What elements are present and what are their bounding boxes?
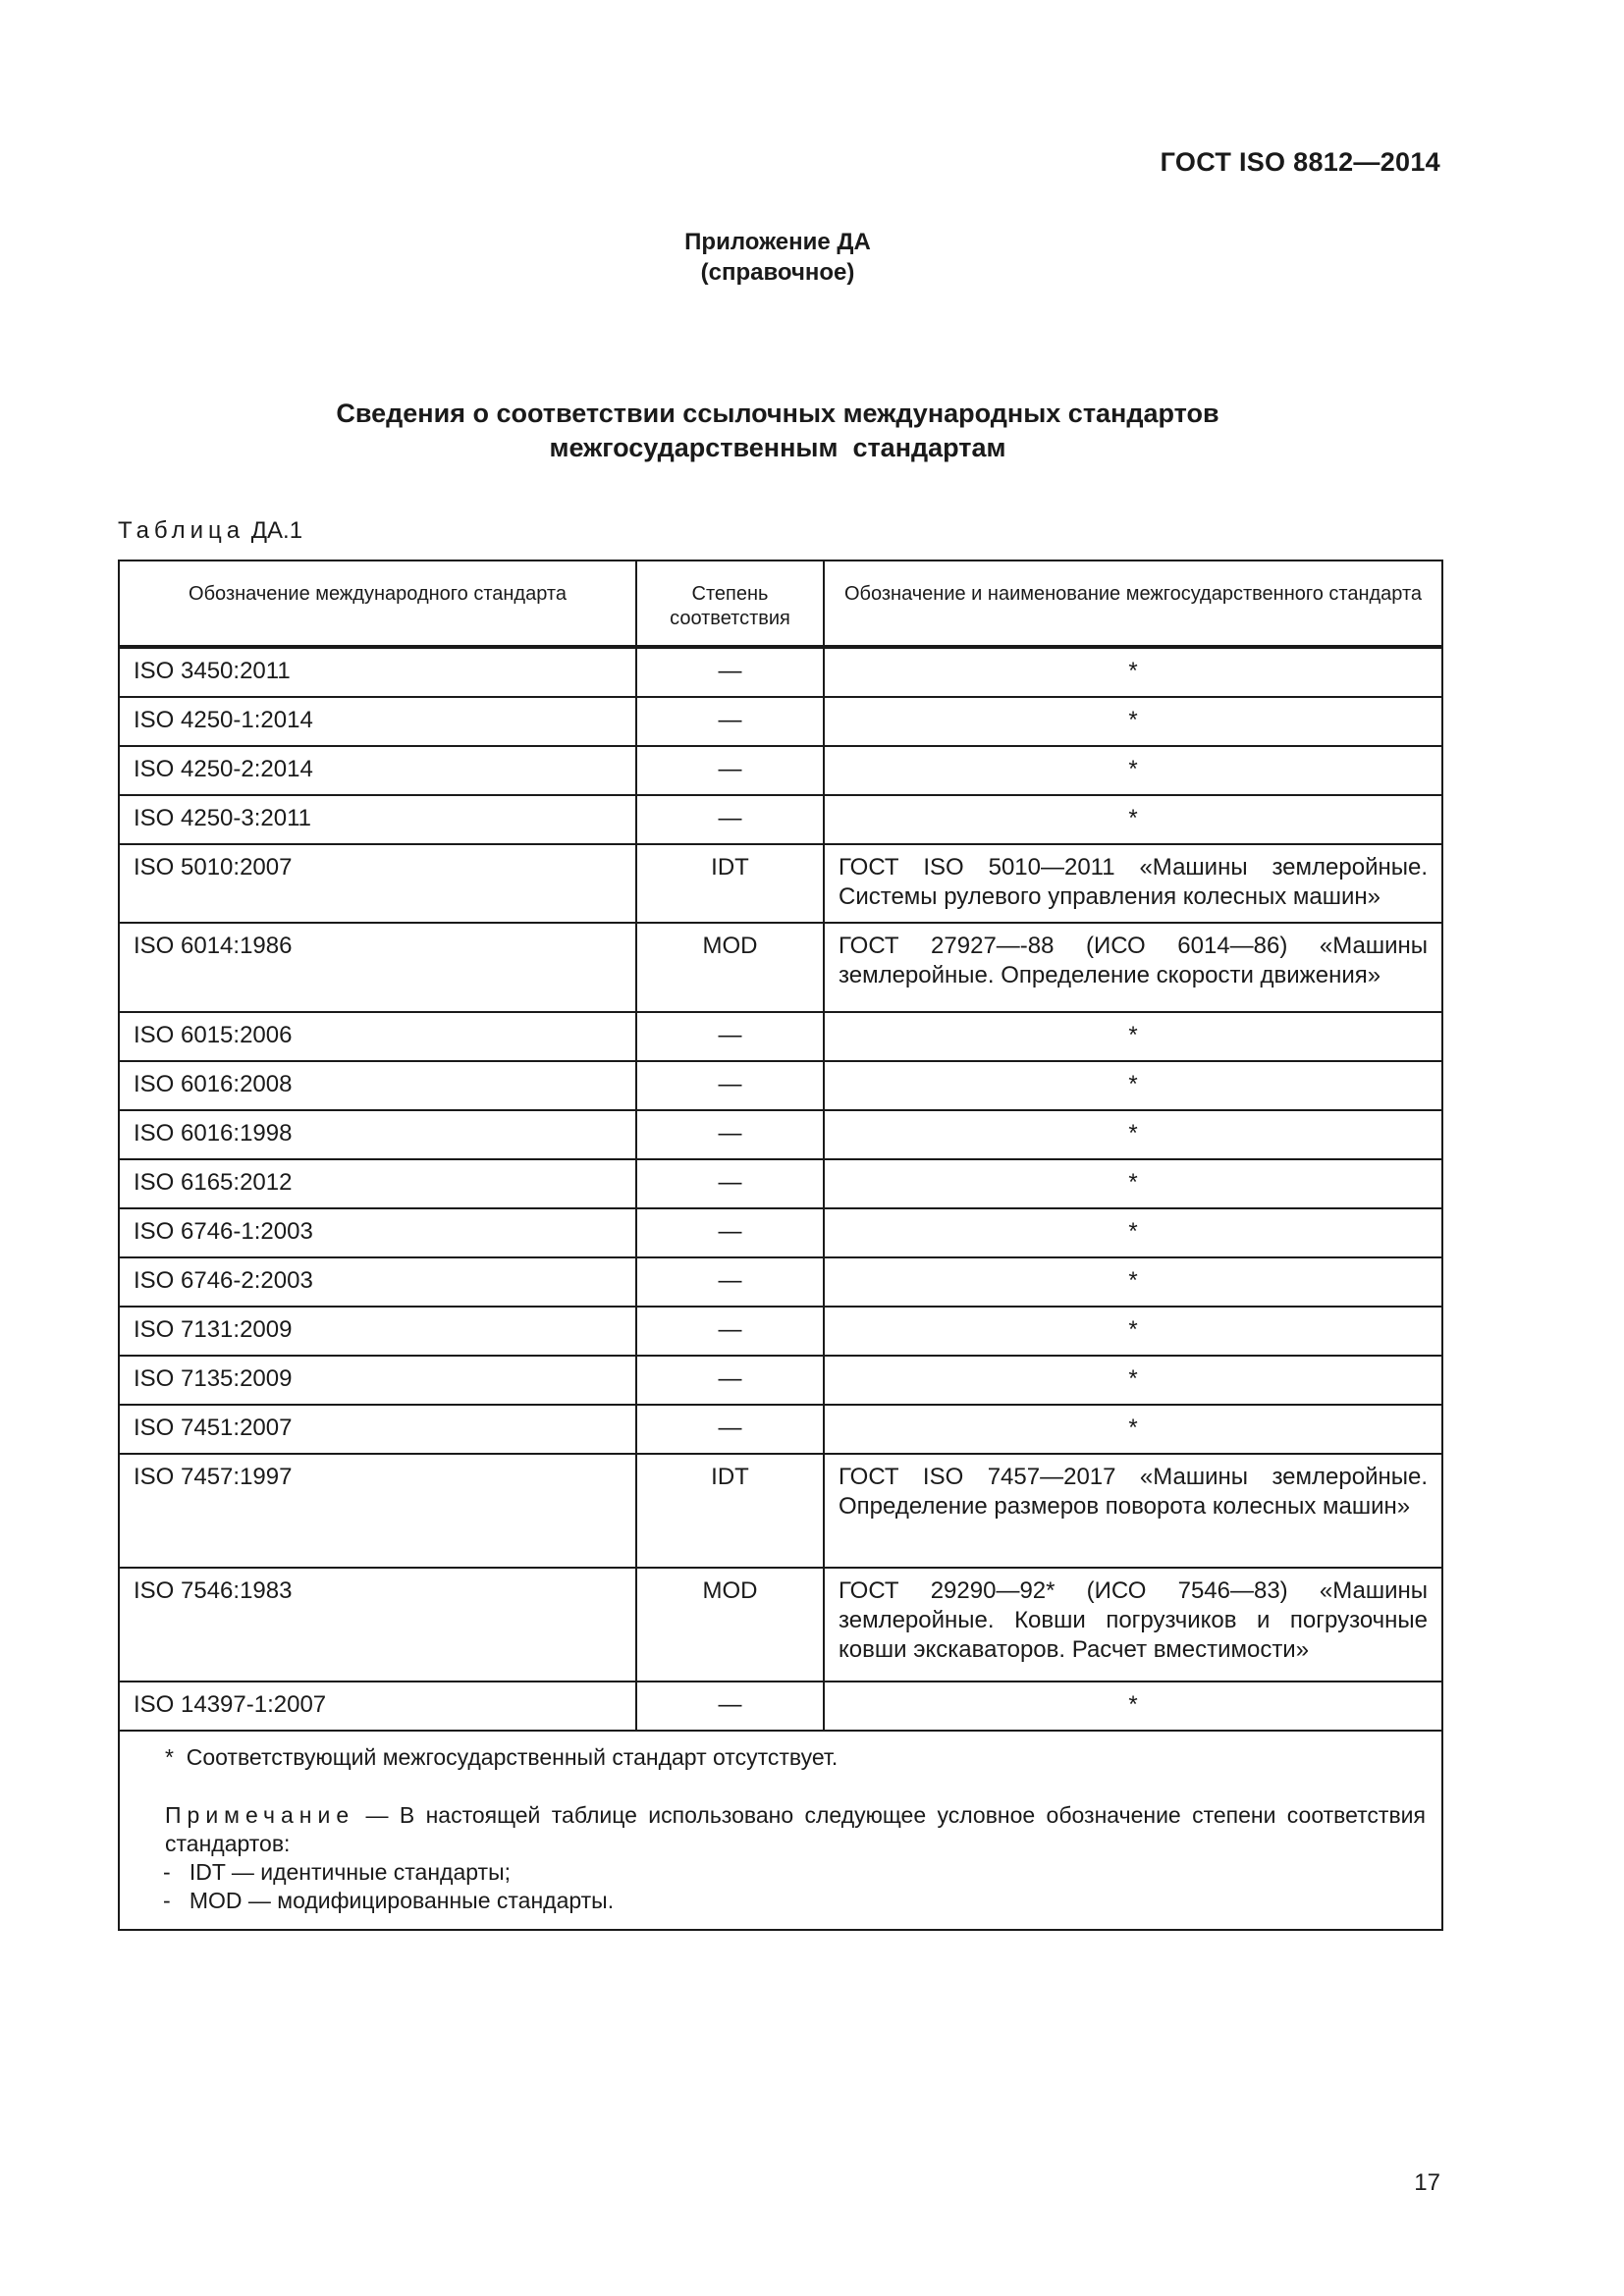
degree-cell: — bbox=[636, 1257, 824, 1307]
intl-standard-cell: ISO 7451:2007 bbox=[119, 1405, 636, 1454]
note-item: - MOD — модифицированные стандарты. bbox=[163, 1888, 615, 1913]
table-row bbox=[119, 844, 1442, 923]
degree-cell: — bbox=[636, 1061, 824, 1110]
standards-table bbox=[118, 560, 1443, 1931]
section-title-line2: межгосударственным стандартам bbox=[549, 433, 1006, 462]
note-text: — В настоящей таблице использовано следующее условное обозначение степени соответствия стандартов: bbox=[165, 1802, 1426, 1856]
degree-cell: — bbox=[636, 1682, 824, 1731]
note-label: Примечание bbox=[165, 1802, 355, 1828]
intl-standard-cell: ISO 3450:2011 bbox=[119, 647, 636, 697]
intl-standard-cell: ISO 4250-1:2014 bbox=[119, 697, 636, 746]
gost-standard-cell: ГОСТ 27927—-88 (ИСО 6014—86) «Машины землеройные. Определение скорости движения» bbox=[824, 923, 1442, 1012]
intl-standard-cell: ISO 14397-1:2007 bbox=[119, 1682, 636, 1731]
intl-standard-cell: ISO 6015:2006 bbox=[119, 1012, 636, 1061]
table-row bbox=[119, 1110, 1442, 1159]
table-caption bbox=[118, 517, 302, 545]
gost-standard-cell: * bbox=[824, 1012, 1442, 1061]
gost-standard-cell: * bbox=[824, 1257, 1442, 1307]
table-row bbox=[119, 647, 1442, 697]
gost-standard-cell: * bbox=[824, 746, 1442, 795]
table-row bbox=[119, 697, 1442, 746]
table-row bbox=[119, 1307, 1442, 1356]
degree-cell: — bbox=[636, 697, 824, 746]
document-code: ГОСТ ISO 8812—2014 bbox=[1160, 147, 1440, 177]
note-paragraph bbox=[165, 1801, 1426, 1858]
table-row bbox=[119, 1682, 1442, 1731]
table-row bbox=[119, 1568, 1442, 1682]
degree-cell: — bbox=[636, 795, 824, 844]
header-degree: Степень соответствия bbox=[636, 561, 824, 647]
section-title bbox=[0, 397, 1555, 465]
header-gost-standard: Обозначение и наименование межгосударственного стандарта bbox=[824, 561, 1442, 647]
intl-standard-cell: ISO 6014:1986 bbox=[119, 923, 636, 1012]
section-title-line1: Сведения о соответствии ссылочных международных стандартов bbox=[336, 399, 1219, 428]
intl-standard-cell: ISO 6016:1998 bbox=[119, 1110, 636, 1159]
gost-standard-cell: ГОСТ ISO 5010—2011 «Машины землеройные. Системы рулевого управления колесных машин» bbox=[824, 844, 1442, 923]
degree-cell: — bbox=[636, 746, 824, 795]
degree-cell: — bbox=[636, 1012, 824, 1061]
table-footnote-row bbox=[119, 1731, 1442, 1930]
degree-cell: IDT bbox=[636, 844, 824, 923]
gost-standard-cell: * bbox=[824, 1307, 1442, 1356]
table-row bbox=[119, 1061, 1442, 1110]
table-caption-number: ДА.1 bbox=[250, 517, 303, 544]
degree-cell: IDT bbox=[636, 1454, 824, 1568]
note-item: - IDT — идентичные стандарты; bbox=[163, 1859, 512, 1885]
intl-standard-cell: ISO 6165:2012 bbox=[119, 1159, 636, 1208]
degree-cell: — bbox=[636, 1159, 824, 1208]
appendix-subtitle: (справочное) bbox=[700, 259, 855, 286]
gost-standard-cell: * bbox=[824, 1356, 1442, 1405]
page-number: 17 bbox=[1414, 2169, 1440, 2196]
degree-cell: — bbox=[636, 1307, 824, 1356]
intl-standard-cell: ISO 7457:1997 bbox=[119, 1454, 636, 1568]
intl-standard-cell: ISO 5010:2007 bbox=[119, 844, 636, 923]
intl-standard-cell: ISO 6746-1:2003 bbox=[119, 1208, 636, 1257]
gost-standard-cell: * bbox=[824, 697, 1442, 746]
gost-standard-cell: ГОСТ ISO 7457—2017 «Машины землеройные. Определение размеров поворота колесных машин» bbox=[824, 1454, 1442, 1568]
degree-cell: — bbox=[636, 1110, 824, 1159]
footnote-text: * Соответствующий межгосударственный стандарт отсутствует. bbox=[165, 1744, 839, 1770]
table-row bbox=[119, 1405, 1442, 1454]
degree-cell: — bbox=[636, 1356, 824, 1405]
table-row bbox=[119, 1454, 1442, 1568]
gost-standard-cell: * bbox=[824, 1110, 1442, 1159]
intl-standard-cell: ISO 7131:2009 bbox=[119, 1307, 636, 1356]
appendix-heading bbox=[0, 227, 1555, 288]
gost-standard-cell: * bbox=[824, 1208, 1442, 1257]
gost-standard-cell: * bbox=[824, 1061, 1442, 1110]
gost-standard-cell: * bbox=[824, 1405, 1442, 1454]
table-body bbox=[119, 647, 1442, 1731]
appendix-title: Приложение ДА bbox=[684, 229, 871, 255]
header-intl-standard: Обозначение международного стандарта bbox=[119, 561, 636, 647]
intl-standard-cell: ISO 4250-2:2014 bbox=[119, 746, 636, 795]
degree-cell: — bbox=[636, 1208, 824, 1257]
table-caption-word: Таблица bbox=[118, 517, 245, 544]
intl-standard-cell: ISO 7135:2009 bbox=[119, 1356, 636, 1405]
table-row bbox=[119, 923, 1442, 1012]
intl-standard-cell: ISO 7546:1983 bbox=[119, 1568, 636, 1682]
table-row bbox=[119, 1208, 1442, 1257]
intl-standard-cell: ISO 6746-2:2003 bbox=[119, 1257, 636, 1307]
gost-standard-cell: * bbox=[824, 647, 1442, 697]
table-row bbox=[119, 795, 1442, 844]
table-row bbox=[119, 1257, 1442, 1307]
degree-cell: — bbox=[636, 647, 824, 697]
degree-cell: MOD bbox=[636, 1568, 824, 1682]
table-row bbox=[119, 746, 1442, 795]
table-footnote-cell bbox=[119, 1731, 1442, 1930]
table-row bbox=[119, 1012, 1442, 1061]
table-row bbox=[119, 1159, 1442, 1208]
gost-standard-cell: ГОСТ 29290—92* (ИСО 7546—83) «Машины землеройные. Ковши погрузчиков и погрузочные ковши экскаваторов. Расчет вместимости» bbox=[824, 1568, 1442, 1682]
degree-cell: MOD bbox=[636, 923, 824, 1012]
gost-standard-cell: * bbox=[824, 1159, 1442, 1208]
table-header-row bbox=[119, 561, 1442, 647]
gost-standard-cell: * bbox=[824, 795, 1442, 844]
gost-standard-cell: * bbox=[824, 1682, 1442, 1731]
intl-standard-cell: ISO 4250-3:2011 bbox=[119, 795, 636, 844]
intl-standard-cell: ISO 6016:2008 bbox=[119, 1061, 636, 1110]
table-row bbox=[119, 1356, 1442, 1405]
degree-cell: — bbox=[636, 1405, 824, 1454]
